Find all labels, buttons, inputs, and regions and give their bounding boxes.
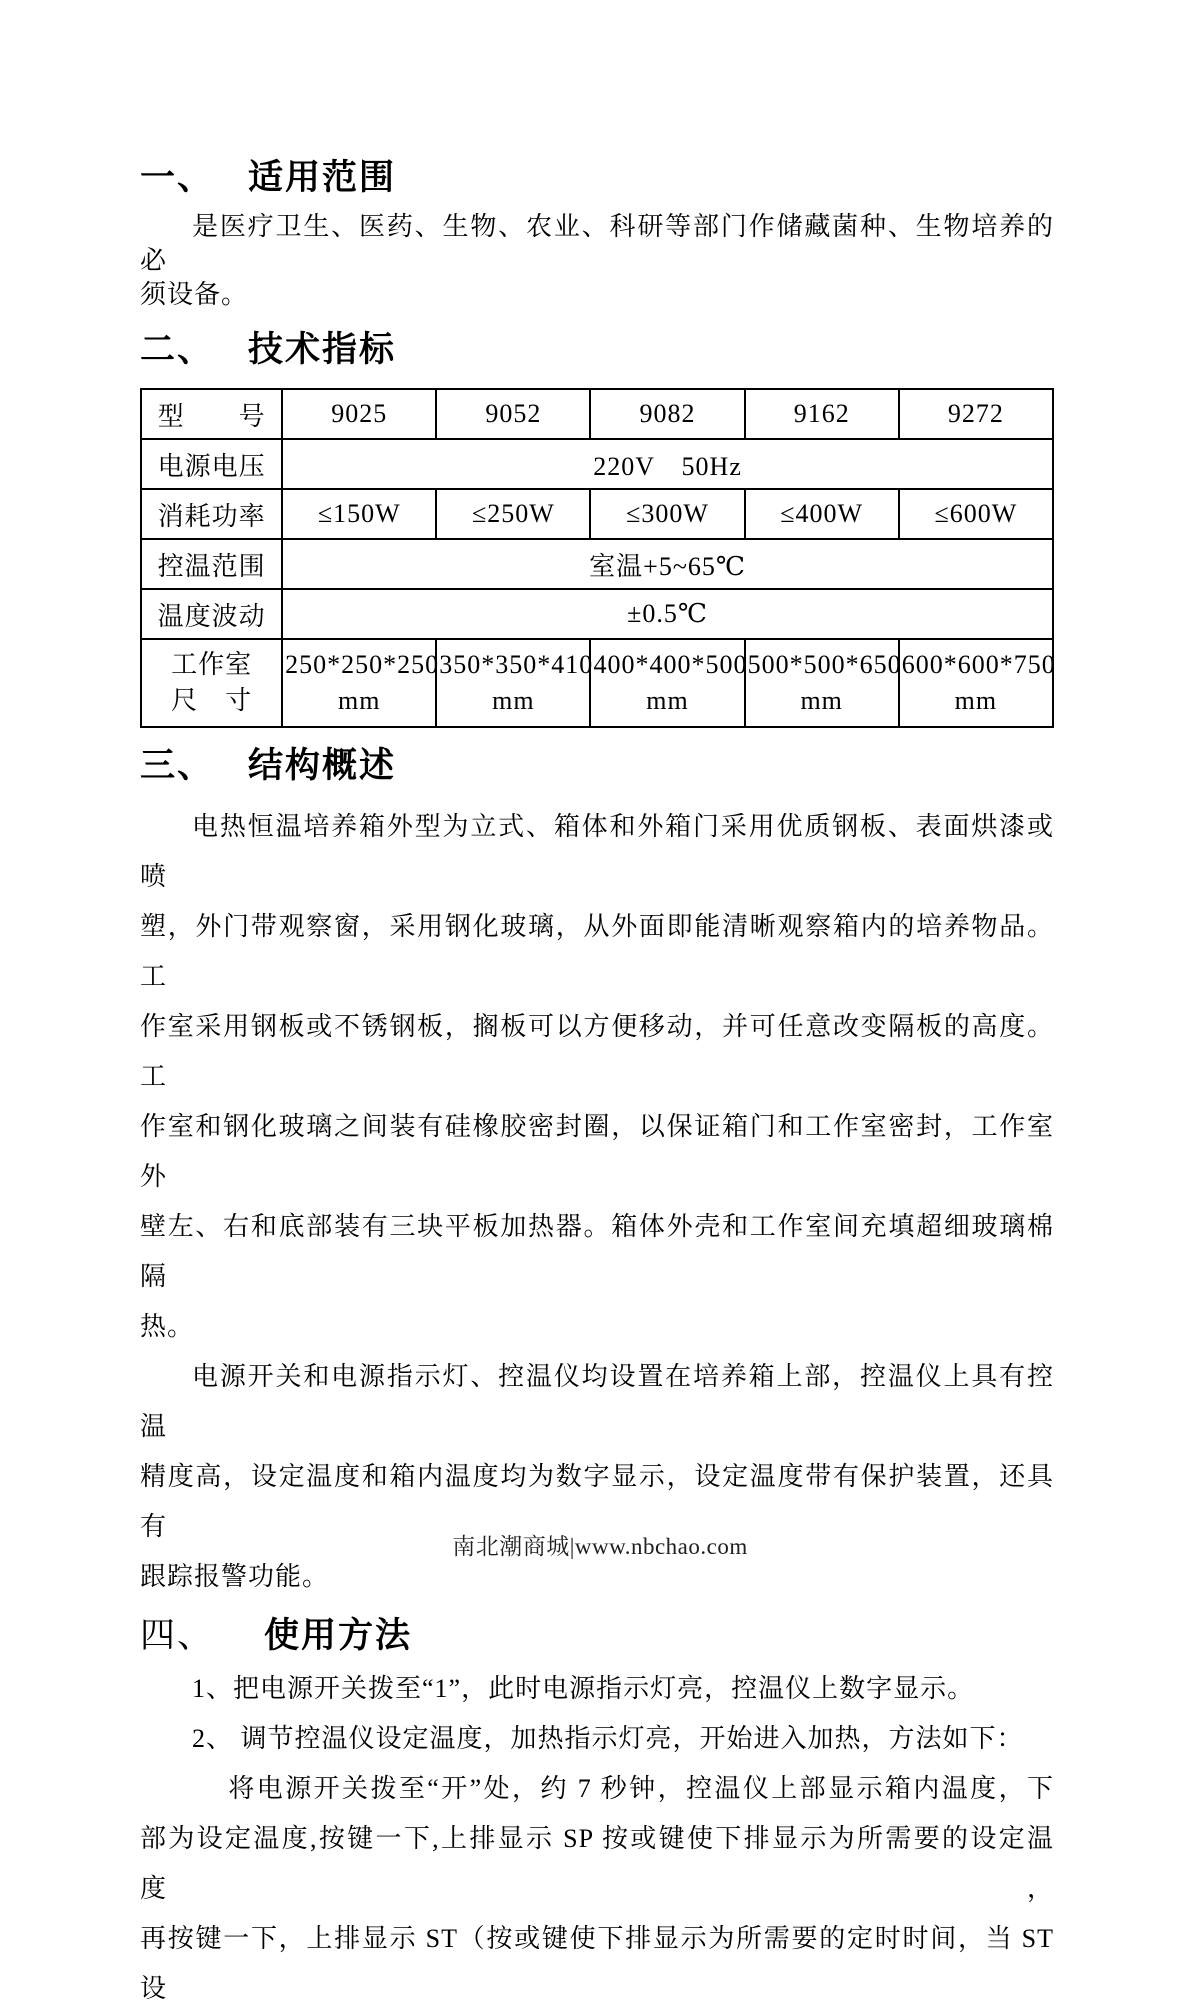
chamber-size-cell bbox=[282, 639, 440, 727]
table-row-model bbox=[141, 389, 1053, 439]
size-unit: mm bbox=[800, 686, 843, 715]
row-label-line: 尺 寸 bbox=[171, 686, 253, 715]
voltage-cell: 220V 50Hz bbox=[282, 439, 1053, 489]
section4-heading bbox=[140, 1614, 1054, 1658]
section3-heading bbox=[140, 744, 1054, 788]
row-label: 控温范围 bbox=[141, 539, 282, 589]
paragraph-line: 热。 bbox=[140, 1312, 195, 1341]
chamber-size-cell bbox=[436, 639, 594, 727]
model-cell: 9082 bbox=[590, 389, 744, 439]
model-cell: 9272 bbox=[899, 389, 1053, 439]
paragraph-line: 作室采用钢板或不锈钢板，搁板可以方便移动，并可任意改变隔板的高度。工 bbox=[140, 1012, 1054, 1091]
paragraph-line: 作室和钢化玻璃之间装有硅橡胶密封圈，以保证箱门和工作室密封，工作室外 bbox=[140, 1112, 1054, 1191]
step-item: 1、把电源开关拨至“1”，此时电源指示灯亮，控温仪上数字显示。 bbox=[192, 1674, 975, 1703]
size-value: 600*600*750 bbox=[901, 650, 1056, 679]
section3-paragraph2 bbox=[140, 1352, 1054, 1602]
section3-number: 三、 bbox=[140, 746, 215, 785]
section3-paragraph1 bbox=[140, 802, 1054, 1352]
size-value: 500*500*650 bbox=[747, 650, 902, 679]
row-label bbox=[141, 639, 282, 727]
table-row-fluctuation bbox=[141, 589, 1053, 639]
step-item: 2、 调节控温仪设定温度，加热指示灯亮，开始进入加热，方法如下： bbox=[192, 1724, 1024, 1753]
row-label: 型 号 bbox=[141, 389, 282, 439]
paragraph-line: 电源开关和电源指示灯、控温仪均设置在培养箱上部，控温仪上具有控温 bbox=[140, 1362, 1054, 1441]
power-cell: ≤150W bbox=[282, 489, 436, 539]
power-cell: ≤250W bbox=[436, 489, 590, 539]
step-detail-line: 再按键一下，上排显示 ST（按或键使下排显示为所需要的定时时间，当 ST 设 bbox=[140, 1924, 1054, 2003]
temp-range-cell: 室温+5~65℃ bbox=[282, 539, 1053, 589]
power-cell: ≤600W bbox=[899, 489, 1053, 539]
row-label-line: 工作室 bbox=[171, 650, 253, 679]
section4-steps bbox=[140, 1664, 1054, 2014]
chamber-size-cell bbox=[899, 639, 1056, 727]
section2-number: 二、 bbox=[140, 330, 215, 369]
power-cell: ≤300W bbox=[590, 489, 744, 539]
row-label: 电源电压 bbox=[141, 439, 282, 489]
size-unit: mm bbox=[954, 686, 998, 715]
spec-table bbox=[140, 388, 1054, 728]
size-unit: mm bbox=[646, 686, 689, 715]
section1-number: 一、 bbox=[140, 158, 215, 197]
section1-title: 适用范围 bbox=[248, 158, 397, 197]
paragraph-line: 电热恒温培养箱外型为立式、箱体和外箱门采用优质钢板、表面烘漆或喷 bbox=[140, 812, 1054, 891]
table-row-temp-range bbox=[141, 539, 1053, 589]
paragraph-line: 塑，外门带观察窗，采用钢化玻璃，从外面即能清晰观察箱内的培养物品。工 bbox=[140, 912, 1054, 991]
paragraph-line: 精度高，设定温度和箱内温度均为数字显示，设定温度带有保护装置，还具有 bbox=[140, 1462, 1054, 1541]
table-row-chamber-size bbox=[141, 639, 1053, 727]
section2-title: 技术指标 bbox=[248, 330, 397, 369]
size-unit: mm bbox=[492, 686, 535, 715]
size-value: 350*350*410 bbox=[439, 650, 594, 679]
section1-paragraph-line: 是医疗卫生、医药、生物、农业、科研等部门作储藏菌种、生物培养的必 bbox=[140, 212, 1054, 275]
section1-heading bbox=[140, 156, 1054, 200]
model-cell: 9052 bbox=[436, 389, 590, 439]
section4-title: 使用方法 bbox=[264, 1616, 413, 1655]
chamber-size-cell bbox=[590, 639, 748, 727]
footer-watermark: 南北潮商城|www.nbchao.com bbox=[452, 1534, 748, 1559]
power-cell: ≤400W bbox=[745, 489, 899, 539]
model-cell: 9162 bbox=[745, 389, 899, 439]
paragraph-line: 壁左、右和底部装有三块平板加热器。箱体外壳和工作室间充填超细玻璃棉隔 bbox=[140, 1212, 1054, 1291]
section1-paragraph-line: 须设备。 bbox=[140, 280, 249, 309]
step-detail-line: 部为设定温度,按键一下,上排显示 SP 按或键使下排显示为所需要的设定温度， bbox=[140, 1824, 1054, 1903]
section4-number: 四、 bbox=[140, 1616, 215, 1655]
chamber-size-cell bbox=[745, 639, 902, 727]
size-value: 250*250*250 bbox=[285, 650, 440, 679]
step-detail-line: 将电源开关拨至“开”处，约 7 秒钟，控温仪上部显示箱内温度，下 bbox=[228, 1774, 1054, 1803]
table-row-voltage bbox=[141, 439, 1053, 489]
section3-title: 结构概述 bbox=[248, 746, 397, 785]
paragraph-line: 跟踪报警功能。 bbox=[140, 1562, 330, 1591]
row-label: 消耗功率 bbox=[141, 489, 282, 539]
fluctuation-cell: ±0.5℃ bbox=[282, 589, 1053, 639]
row-label: 温度波动 bbox=[141, 589, 282, 639]
section2-heading bbox=[140, 328, 1054, 372]
size-unit: mm bbox=[337, 686, 381, 715]
model-cell: 9025 bbox=[282, 389, 436, 439]
table-row-power bbox=[141, 489, 1053, 539]
size-value: 400*400*500 bbox=[593, 650, 748, 679]
